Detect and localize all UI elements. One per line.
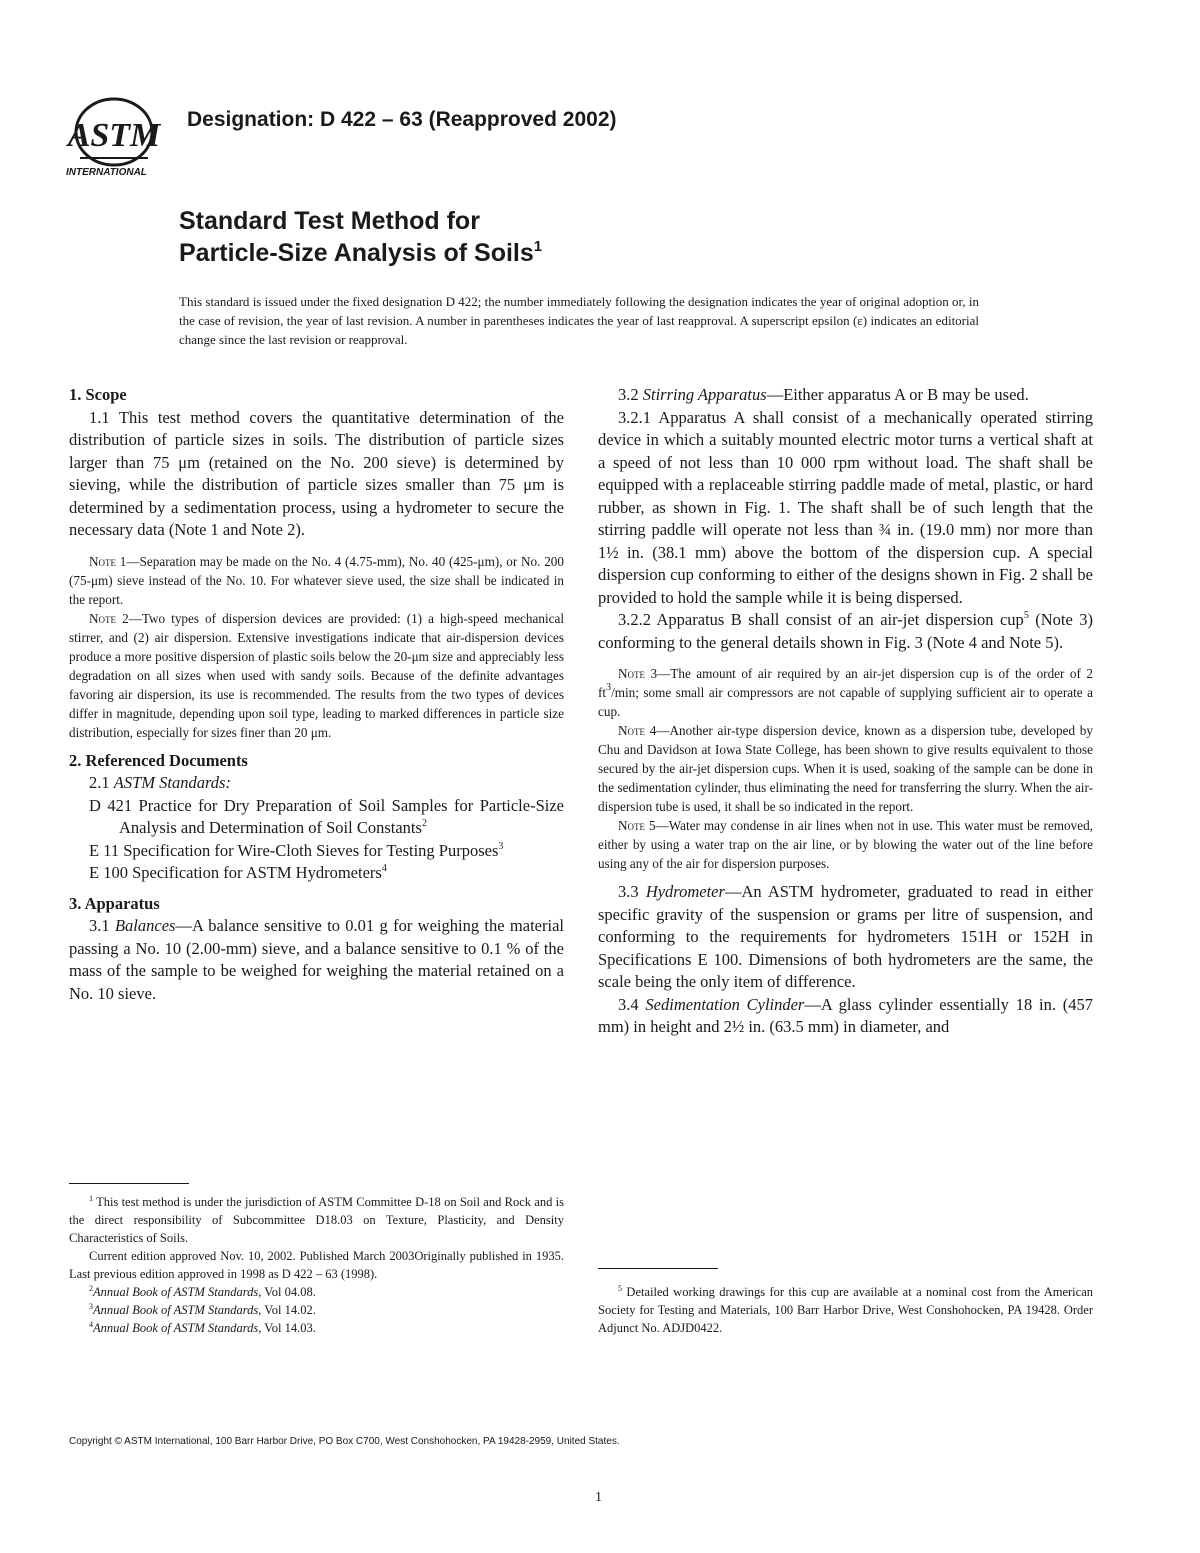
page-number: 1 xyxy=(595,1490,602,1505)
designation: Designation: D 422 – 63 (Reapproved 2002) xyxy=(187,108,617,131)
footnote-1-sup: 1 xyxy=(89,1194,93,1203)
section-3-1-text: —A balance sensitive to 0.01 g for weighing the material passing a No. 10 (2.00-mm) sieve, and a balance sensitive to 0.1 % of the mass of the sample to be weighed for weighing the material retained on a No. 10 sieve. xyxy=(69,916,564,1003)
footnotes-left xyxy=(69,1193,564,1337)
note-5-text: —Water may condense in air lines when not in use. This water must be removed, either by using a water trap on the air line, or by blowing the water out of the line before using any of the air for dispersion purposes. xyxy=(598,818,1093,871)
ref-e11 xyxy=(89,840,564,863)
section-3-1 xyxy=(69,915,564,1005)
left-column xyxy=(69,384,564,1005)
footnote-rule-left xyxy=(69,1183,189,1184)
note-5-label: Note 5 xyxy=(618,818,656,833)
note-2-label: Note 2 xyxy=(89,610,129,626)
footnote-5-sup: 5 xyxy=(618,1284,622,1293)
note-3-text-b: /min; some small air compressors are not capable of supplying sufficient air to operate a cup. xyxy=(598,685,1093,719)
footnote-2-vol: , Vol 04.08. xyxy=(258,1285,316,1299)
ref-e100 xyxy=(89,862,564,885)
section-2-1 xyxy=(69,772,564,795)
footnotes-right xyxy=(598,1283,1093,1337)
note-3-sup: 3 xyxy=(606,682,612,693)
intro-paragraph: This standard is issued under the fixed designation D 422; the number immediately following the designation indicates the year of original adoption or, in the case of revision, the year of last revision. A number in parentheses indicates the year of last reapproval. A superscript epsilon (ε) indicates an editorial change since the last revision or reapproval. xyxy=(179,294,979,347)
right-column xyxy=(598,384,1093,1039)
note-1 xyxy=(69,552,564,609)
note-5 xyxy=(598,816,1093,873)
section-2-1-label: ASTM Standards: xyxy=(113,773,231,792)
footnote-2 xyxy=(69,1283,564,1301)
ref-e11-sup: 3 xyxy=(498,840,504,852)
footnote-3-label: Annual Book of ASTM Standards xyxy=(93,1303,259,1317)
footnote-4 xyxy=(69,1319,564,1337)
section-3-3-num: 3.3 xyxy=(618,882,646,901)
footnote-1-edition: Current edition approved Nov. 10, 2002. Published March 2003Originally published in 1935. Last previous edition approved in 1998 as D 422 – 63 (1998). xyxy=(69,1249,564,1281)
note-3-text-a: —The amount of air required by an air-jet dispersion cup is of the order of 2 ft xyxy=(598,666,1093,700)
section-3-3-text: —An ASTM hydrometer, graduated to read in either specific gravity of the suspension or grams per litre of suspension, and conforming to the requirements for hydrometers 151H or 152H in Specifications E 100. Dimensions of both hydrometers are the same, the scale being the only item of difference. xyxy=(598,882,1093,991)
section-3-2-label: Stirring Apparatus xyxy=(642,385,767,404)
note-1-label: Note 1 xyxy=(89,553,127,569)
section-2-1-num: 2.1 xyxy=(89,773,114,792)
section-3-2-text: —Either apparatus A or B may be used. xyxy=(766,385,1029,404)
section-1-1: 1.1 This test method covers the quantitative determination of the distribution of particle sizes in soils. The distribution of particle sizes larger than 75 μm (retained on the No. 200 sieve) is determined by sieving, while the distribution of particle sizes smaller than 75 μm is determined by a sedimentation process, using a hydrometer to secure the necessary data (Note 1 and Note 2). xyxy=(69,407,564,539)
ref-e100-text: E 100 Specification for ASTM Hydrometers xyxy=(89,863,382,882)
section-3-3 xyxy=(598,881,1093,994)
section-3-heading: 3. Apparatus xyxy=(69,893,160,913)
footnote-2-label: Annual Book of ASTM Standards xyxy=(93,1285,259,1299)
notes-3-5 xyxy=(598,664,1093,873)
title-footnote-ref: 1 xyxy=(533,238,543,255)
ref-d421 xyxy=(89,795,564,840)
note-2-text: —Two types of dispersion devices are provided: (1) a high-speed mechanical stirrer, and (2) air dispersion. Extensive investigations indicate that air-dispersion devices produce a more positive dispersion of plastic soils below the 20-μm size and appreciably less degradation on all sizes when used with sandy soils. Because of the definite advantages favoring air dispersion, its use is recommended. The results from the two types of devices differ in magnitude, depending upon soil type, leading to marked differences in particle size distribution, especially for sizes finer than 20 μm. xyxy=(69,610,564,740)
footnote-4-sup: 4 xyxy=(89,1320,93,1329)
note-3-label: Note 3 xyxy=(618,666,658,681)
note-4-label: Note 4 xyxy=(618,723,657,738)
footnote-3 xyxy=(69,1301,564,1319)
note-2 xyxy=(69,609,564,742)
footnote-3-vol: , Vol 14.02. xyxy=(258,1303,316,1317)
section-3-2-1: 3.2.1 Apparatus A shall consist of a mechanically operated stirring device in which a suitably mounted electric motor turns a vertical shaft at a speed of not less than 10 000 rpm without load. The shaft shall be equipped with a replaceable stirring paddle made of metal, plastic, or hard rubber, as shown in Fig. 1. The shaft shall be of such length that the stirring paddle will operate not less than ¾ in. (19.0 mm) nor more than 1½ in. (38.1 mm) above the bottom of the dispersion cup. A special dispersion cup conforming to either of the designs shown in Fig. 2 shall be provided to hold the sample while it is being dispersed. xyxy=(598,407,1093,607)
notes-1-2 xyxy=(69,552,564,742)
section-3-2-2-a: 3.2.2 Apparatus B shall consist of an air-jet dispersion cup xyxy=(618,610,1024,629)
section-3-2-2 xyxy=(598,609,1093,654)
section-3-2-2-b: (Note 3) conforming to the general details shown in Fig. 3 (Note 4 and Note 5). xyxy=(598,610,1093,652)
footnote-1 xyxy=(69,1193,564,1247)
section-3-4-label: Sedimentation Cylinder xyxy=(645,994,805,1014)
title-line-1: Standard Test Method for xyxy=(179,207,480,235)
section-2-heading: 2. Referenced Documents xyxy=(69,750,248,770)
footnote-3-sup: 3 xyxy=(89,1302,93,1311)
section-3-4-num: 3.4 xyxy=(618,994,646,1014)
section-3-2 xyxy=(598,384,1093,407)
footnote-1-text: This test method is under the jurisdiction of ASTM Committee D-18 on Soil and Rock and is the direct responsibility of Subcommittee D18.03 on Texture, Plasticity, and Density Characteristics of Soils. xyxy=(69,1195,564,1245)
logo-text: ASTM xyxy=(67,117,161,154)
section-3-1-label: Balances xyxy=(114,916,176,935)
footnote-5-text: Detailed working drawings for this cup are available at a nominal cost from the American Society for Testing and Materials, 100 Barr Harbor Drive, West Conshohocken, PA 19428. Order Adjunct No. ADJD0422. xyxy=(598,1285,1093,1335)
note-4 xyxy=(598,721,1093,816)
ref-e100-sup: 4 xyxy=(381,863,387,874)
footnote-5 xyxy=(598,1283,1093,1337)
footnote-2-sup: 2 xyxy=(89,1284,93,1293)
logo-subtext: INTERNATIONAL xyxy=(66,167,147,178)
title-line-2 xyxy=(179,239,542,268)
note-1-text: —Separation may be made on the No. 4 (4.75-mm), No. 40 (425-μm), or No. 200 (75-μm) sieve instead of the No. 10. For whatever sieve used, the size shall be indicated in the report. xyxy=(69,553,564,607)
footnote-4-label: Annual Book of ASTM Standards xyxy=(93,1321,259,1335)
footnote-rule-right xyxy=(598,1268,718,1269)
title-text: Particle-Size Analysis of Soils xyxy=(179,239,534,267)
note-4-text: —Another air-type dispersion device, known as a dispersion tube, developed by Chu and Davidson at Iowa State College, has been shown to give results equivalent to those secured by the air-jet dispersion cups. When it is used, soaking of the sample can be done in the sedimentation cylinder, thus eliminating the need for transferring the slurry. When the air-dispersion tube is used, it shall be so indicated in the report. xyxy=(598,723,1093,814)
note-3 xyxy=(598,664,1093,721)
section-3-4 xyxy=(598,994,1093,1039)
section-3-1-num: 3.1 xyxy=(89,916,115,935)
copyright-notice: Copyright © ASTM International, 100 Barr Harbor Drive, PO Box C700, West Conshohocken, PA 19428-2959, United States. xyxy=(69,1436,620,1447)
astm-logo xyxy=(66,96,170,178)
section-3-3-label: Hydrometer xyxy=(645,882,725,901)
section-3-2-num: 3.2 xyxy=(618,385,643,404)
footnote-4-vol: , Vol 14.03. xyxy=(258,1321,316,1335)
section-1-heading: 1. Scope xyxy=(69,385,127,404)
section-3-2-2-sup: 5 xyxy=(1023,610,1029,621)
ref-d421-sup: 2 xyxy=(421,818,427,829)
ref-d421-text: D 421 Practice for Dry Preparation of Soil Samples for Particle-Size Analysis and Determination of Soil Constants xyxy=(89,795,564,837)
section-3-4-text: —A glass cylinder essentially 18 in. (457 mm) in height and 2½ in. (63.5 mm) in diameter, and xyxy=(598,994,1094,1036)
ref-e11-text: E 11 Specification for Wire-Cloth Sieves for Testing Purposes xyxy=(89,840,499,860)
